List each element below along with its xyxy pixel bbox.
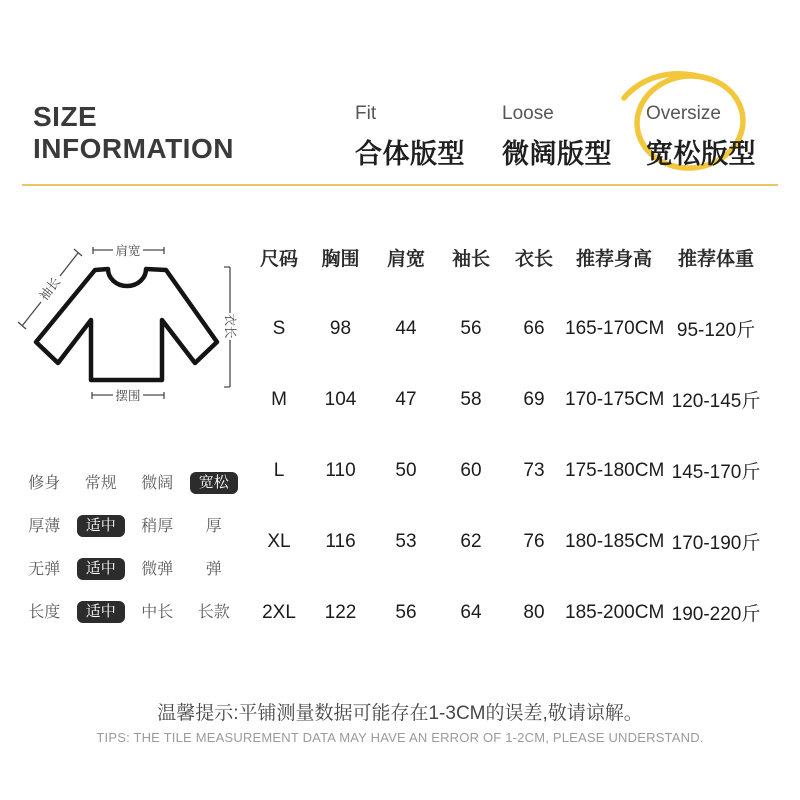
fit-type-oversize-zh: 宽松版型 — [646, 139, 756, 169]
size-table — [250, 222, 769, 648]
size-table-cell: 95-120斤 — [676, 320, 756, 341]
size-table-cell: 190-220斤 — [671, 604, 761, 625]
size-table-cell: 104 — [324, 388, 357, 410]
size-table-cell: 66 — [523, 317, 545, 339]
fit-type-fit-zh: 合体版型 — [355, 139, 465, 169]
hem-width-label: 摆围 — [115, 389, 141, 403]
garment-diagram — [14, 214, 246, 426]
size-table-cell: 122 — [324, 601, 357, 623]
size-table-header-cell: 尺码 — [259, 249, 298, 270]
circle-tail-stroke — [624, 74, 709, 98]
attr-cell: 常规 — [84, 475, 117, 492]
attr-pill: 适中 — [77, 601, 125, 623]
size-table-cell: S — [272, 317, 286, 339]
fit-type-oversize — [646, 103, 756, 171]
tshirt-outline — [36, 269, 217, 380]
attr-cell: 无弹 — [28, 561, 61, 578]
attr-cell: 修身 — [28, 475, 61, 492]
garment-length-label: 衣长 — [223, 313, 237, 339]
size-table-header-cell: 肩宽 — [386, 249, 425, 270]
size-table-cell: 116 — [325, 530, 356, 552]
attr-pill: 适中 — [77, 515, 125, 537]
attr-pill: 宽松 — [190, 472, 238, 494]
size-table-cell: 58 — [460, 388, 482, 410]
attr-cell: 厚薄 — [28, 518, 61, 535]
fit-type-loose-zh: 微阔版型 — [502, 139, 612, 169]
attr-cell: 微阔 — [141, 475, 174, 492]
fit-type-fit-en: Fit — [355, 103, 377, 124]
attr-cell-selected — [77, 514, 125, 535]
attr-cell-selected — [77, 600, 125, 621]
size-table-cell: 145-170斤 — [671, 462, 761, 483]
fit-type-loose-en: Loose — [502, 103, 554, 124]
size-table-header-cell: 推荐体重 — [677, 249, 754, 270]
attr-pill: 适中 — [77, 558, 125, 580]
size-table-cell: 175-180CM — [565, 459, 665, 481]
fit-attribute-grid — [16, 460, 242, 632]
size-table-cell: 44 — [395, 317, 417, 339]
size-table-cell: 110 — [325, 459, 356, 481]
page-title — [33, 101, 234, 165]
size-table-cell: 80 — [523, 601, 545, 623]
size-table-header-cell: 袖长 — [451, 249, 490, 270]
size-table-cell: L — [273, 459, 285, 481]
attr-cell-selected — [190, 471, 238, 492]
sleeve-length-label: 袖长 — [36, 274, 64, 304]
page-title-line1: SIZE — [33, 101, 98, 132]
size-table-cell: 120-145斤 — [671, 391, 761, 412]
size-table-cell: 185-200CM — [565, 601, 665, 623]
attr-cell: 长度 — [28, 604, 61, 621]
size-table-cell: 53 — [395, 530, 417, 552]
size-table-cell: 62 — [460, 530, 482, 552]
attr-cell-selected — [77, 557, 125, 578]
attr-cell: 中长 — [141, 604, 174, 621]
size-table-cell: 60 — [460, 459, 482, 481]
yellow-divider — [22, 184, 778, 186]
size-table-cell: 170-175CM — [565, 388, 665, 410]
size-table-cell: 69 — [523, 388, 545, 410]
size-table-cell: XL — [267, 530, 291, 552]
size-table-cell: 50 — [395, 459, 417, 481]
attr-cell: 稍厚 — [141, 518, 174, 535]
size-table-cell: 170-190斤 — [671, 533, 761, 554]
size-table-cell: 64 — [460, 601, 482, 623]
size-table-cell: 56 — [395, 601, 417, 623]
attr-cell: 长款 — [197, 604, 230, 621]
attr-cell: 厚 — [205, 518, 222, 535]
page-title-line2: INFORMATION — [33, 133, 234, 164]
size-table-cell: 98 — [329, 317, 352, 339]
shoulder-width-label: 肩宽 — [115, 244, 141, 258]
attr-cell: 微弹 — [141, 561, 174, 578]
size-table-cell: M — [271, 388, 287, 410]
attr-cell: 弹 — [205, 561, 222, 578]
size-table-cell: 47 — [395, 388, 417, 410]
size-table-header-cell: 胸围 — [321, 249, 360, 270]
size-table-cell: 73 — [523, 459, 545, 481]
size-table-cell: 180-185CM — [565, 530, 665, 552]
size-table-cell: 165-170CM — [565, 317, 665, 339]
fit-type-loose — [502, 103, 612, 171]
size-table-cell: 56 — [460, 317, 482, 339]
size-table-header-cell: 推荐身高 — [575, 249, 652, 270]
size-table-cell: 76 — [523, 530, 545, 552]
tip-zh: 温馨提示:平铺测量数据可能存在1-3CM的误差,敬请谅解。 — [157, 703, 643, 724]
fit-type-oversize-en: Oversize — [646, 103, 721, 124]
fit-type-fit — [355, 103, 465, 171]
size-table-header-cell: 衣长 — [514, 249, 553, 270]
tip-en: TIPS: THE TILE MEASUREMENT DATA MAY HAVE AN ERROR OF 1-2CM, PLEASE UNDERSTAND. — [96, 730, 704, 745]
size-table-cell: 2XL — [262, 601, 296, 623]
